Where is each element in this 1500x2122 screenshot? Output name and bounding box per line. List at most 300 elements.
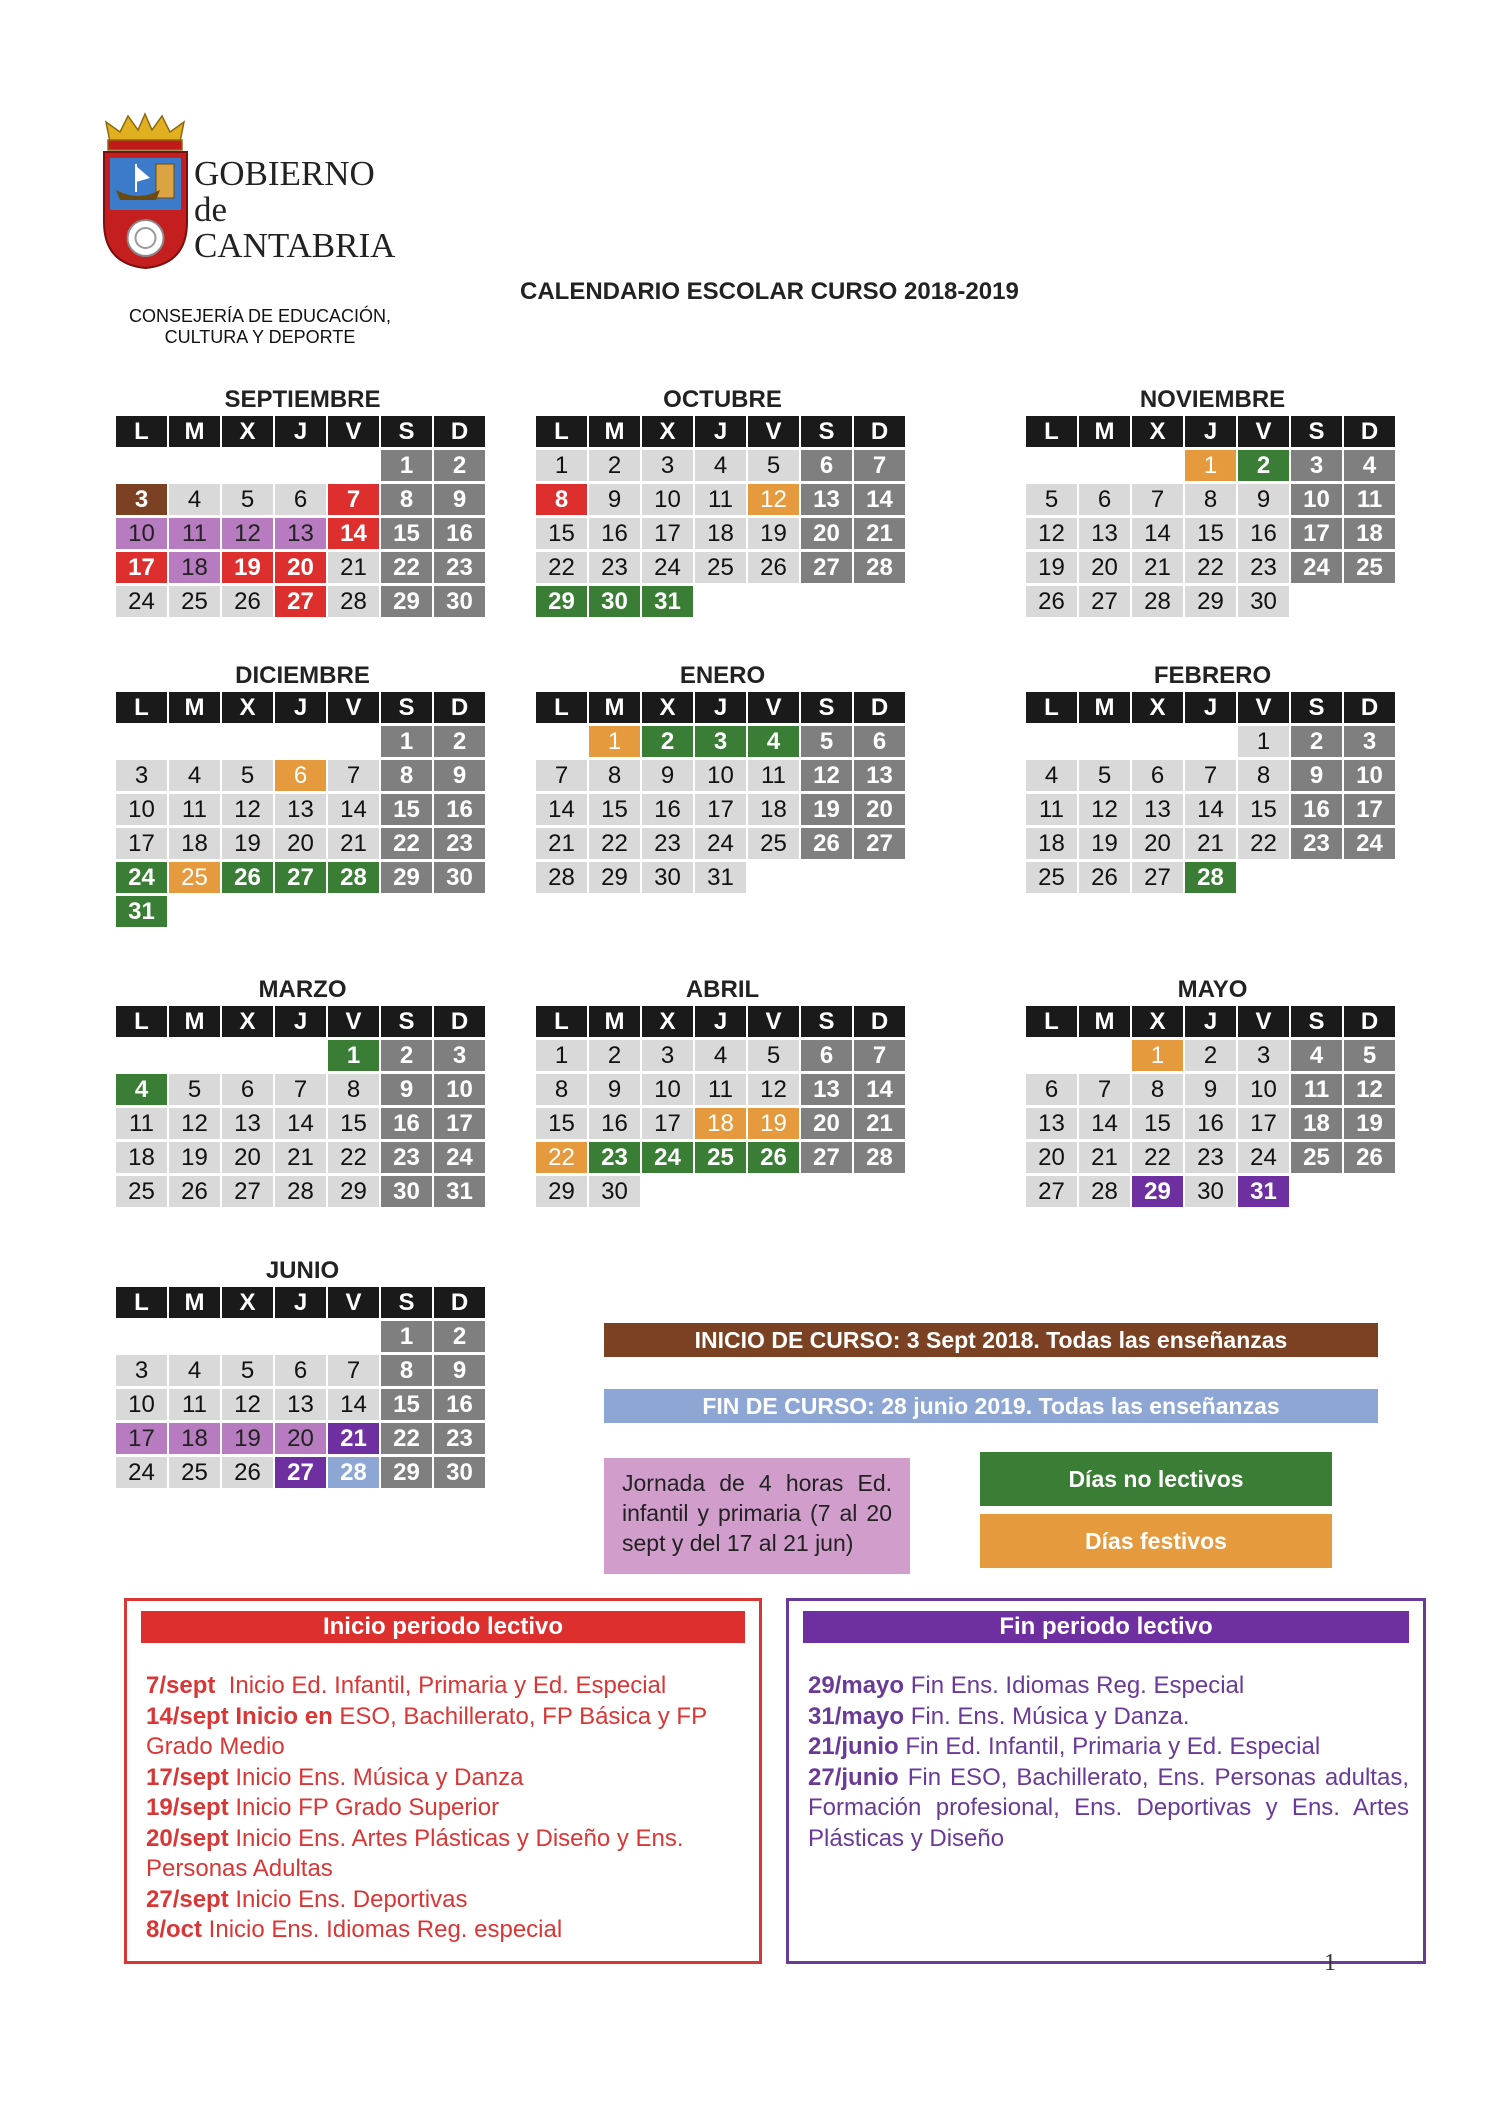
day-cell: 12: [1026, 518, 1077, 549]
day-cell: 15: [381, 518, 432, 549]
day-cell: 10: [1238, 1074, 1289, 1105]
inicio-entry-text: Inicio FP Grado Superior: [228, 1794, 500, 1821]
day-cell: 8: [381, 760, 432, 791]
weekday-header: L: [116, 1287, 167, 1318]
empty-cell: [1026, 726, 1077, 757]
day-cell: 11: [169, 1389, 220, 1420]
weekday-header: S: [381, 692, 432, 723]
day-cell: 22: [381, 828, 432, 859]
day-cell: 18: [169, 1423, 220, 1454]
day-cell: 25: [1344, 552, 1395, 583]
day-cell: 28: [1185, 862, 1236, 893]
weekday-header: V: [328, 1006, 379, 1037]
day-cell: 18: [169, 552, 220, 583]
day-cell: 4: [695, 1040, 746, 1071]
day-cell: 2: [1238, 450, 1289, 481]
day-cell: 9: [642, 760, 693, 791]
day-cell: 8: [381, 484, 432, 515]
day-cell: 30: [1238, 586, 1289, 617]
day-cell: 7: [328, 1355, 379, 1386]
month-grid: [1026, 416, 1399, 617]
day-cell: 10: [695, 760, 746, 791]
day-cell: 11: [1344, 484, 1395, 515]
day-cell: 14: [328, 518, 379, 549]
day-cell: 7: [1132, 484, 1183, 515]
month-grid: [1026, 1006, 1399, 1207]
day-cell: 6: [275, 760, 326, 791]
day-cell: 31: [116, 896, 167, 927]
weekday-header: S: [801, 416, 852, 447]
day-cell: 13: [801, 1074, 852, 1105]
weekday-header: D: [854, 692, 905, 723]
day-cell: 29: [381, 862, 432, 893]
day-cell: 27: [1079, 586, 1130, 617]
day-cell: 18: [695, 1108, 746, 1139]
day-cell: 20: [801, 1108, 852, 1139]
month-name: JUNIO: [265, 1257, 340, 1284]
day-cell: 28: [854, 552, 905, 583]
empty-cell: [275, 1040, 326, 1071]
day-cell: 14: [1185, 794, 1236, 825]
day-cell: 7: [854, 1040, 905, 1071]
month-septiembre: [116, 384, 489, 617]
day-cell: 21: [1079, 1142, 1130, 1173]
day-cell: 16: [1238, 518, 1289, 549]
month-diciembre: [116, 660, 489, 927]
day-cell: 22: [536, 552, 587, 583]
consejeria-label: [120, 306, 400, 348]
day-cell: 5: [222, 1355, 273, 1386]
day-cell: 24: [1344, 828, 1395, 859]
empty-cell: [1026, 450, 1077, 481]
day-cell: 30: [589, 586, 640, 617]
day-cell: 22: [1132, 1142, 1183, 1173]
day-cell: 22: [381, 1423, 432, 1454]
day-cell: 16: [434, 1389, 485, 1420]
day-cell: 8: [1132, 1074, 1183, 1105]
day-cell: 2: [434, 450, 485, 481]
day-cell: 13: [222, 1108, 273, 1139]
day-cell: 24: [116, 1457, 167, 1488]
day-cell: 17: [695, 794, 746, 825]
day-cell: 8: [328, 1074, 379, 1105]
day-cell: 23: [1185, 1142, 1236, 1173]
day-cell: 26: [1344, 1142, 1395, 1173]
day-cell: 23: [434, 552, 485, 583]
day-cell: 23: [589, 552, 640, 583]
gob-line-3: CANTABRIA: [194, 226, 396, 265]
day-cell: 23: [589, 1142, 640, 1173]
day-cell: 13: [1026, 1108, 1077, 1139]
empty-cell: [116, 1040, 167, 1071]
day-cell: 2: [381, 1040, 432, 1071]
day-cell: 9: [381, 1074, 432, 1105]
day-cell: 4: [169, 484, 220, 515]
weekday-header: M: [169, 1006, 220, 1037]
weekday-header: J: [275, 692, 326, 723]
weekday-header: S: [1291, 692, 1342, 723]
day-cell: 23: [1291, 828, 1342, 859]
day-cell: 10: [642, 1074, 693, 1105]
day-cell: 20: [275, 828, 326, 859]
day-cell: 26: [1079, 862, 1130, 893]
day-cell: 17: [116, 552, 167, 583]
day-cell: 25: [695, 1142, 746, 1173]
day-cell: 27: [801, 552, 852, 583]
empty-cell: [222, 450, 273, 481]
day-cell: 26: [222, 586, 273, 617]
day-cell: 14: [275, 1108, 326, 1139]
day-cell: 9: [589, 1074, 640, 1105]
month-marzo: [116, 974, 489, 1207]
day-cell: 7: [1079, 1074, 1130, 1105]
day-cell: 9: [434, 760, 485, 791]
day-cell: 7: [854, 450, 905, 481]
day-cell: 15: [536, 518, 587, 549]
day-cell: 18: [1344, 518, 1395, 549]
inicio-entry: [146, 1885, 745, 1916]
day-cell: 1: [1185, 450, 1236, 481]
weekday-header: V: [748, 416, 799, 447]
day-cell: 16: [1185, 1108, 1236, 1139]
day-cell: 9: [1238, 484, 1289, 515]
day-cell: 9: [1291, 760, 1342, 791]
day-cell: 17: [1291, 518, 1342, 549]
day-cell: 19: [1079, 828, 1130, 859]
day-cell: 16: [642, 794, 693, 825]
day-cell: 7: [536, 760, 587, 791]
day-cell: 28: [1079, 1176, 1130, 1207]
day-cell: 25: [1291, 1142, 1342, 1173]
day-cell: 2: [642, 726, 693, 757]
empty-cell: [116, 450, 167, 481]
fin-entry-date: 27/junio: [808, 1763, 899, 1791]
weekday-header: M: [589, 692, 640, 723]
day-cell: 19: [801, 794, 852, 825]
empty-cell: [169, 1040, 220, 1071]
day-cell: 23: [434, 828, 485, 859]
day-cell: 20: [1132, 828, 1183, 859]
day-cell: 24: [116, 862, 167, 893]
weekday-header: X: [222, 1287, 273, 1318]
empty-cell: [328, 1321, 379, 1352]
day-cell: 28: [328, 1457, 379, 1488]
day-cell: 6: [801, 450, 852, 481]
day-cell: 26: [222, 862, 273, 893]
day-cell: 15: [381, 794, 432, 825]
inicio-entry-date: 19/sept: [146, 1794, 229, 1821]
month-octubre: [536, 384, 909, 617]
day-cell: 4: [748, 726, 799, 757]
month-enero: [536, 660, 909, 893]
day-cell: 19: [222, 552, 273, 583]
day-cell: 4: [169, 1355, 220, 1386]
gob-line-2: de: [194, 190, 228, 229]
day-cell: 25: [748, 828, 799, 859]
weekday-header: S: [801, 1006, 852, 1037]
day-cell: 18: [1026, 828, 1077, 859]
weekday-header: X: [222, 1006, 273, 1037]
fin-entry-date: 31/mayo: [808, 1702, 905, 1730]
day-cell: 24: [1238, 1142, 1289, 1173]
day-cell: 27: [275, 1457, 326, 1488]
day-cell: 17: [434, 1108, 485, 1139]
day-cell: 1: [536, 1040, 587, 1071]
day-cell: 19: [169, 1142, 220, 1173]
day-cell: 14: [1132, 518, 1183, 549]
day-cell: 3: [116, 760, 167, 791]
day-cell: 21: [328, 552, 379, 583]
empty-cell: [1079, 1040, 1130, 1071]
weekday-header: V: [1238, 692, 1289, 723]
weekday-header: X: [642, 416, 693, 447]
day-cell: 11: [695, 1074, 746, 1105]
day-cell: 23: [434, 1423, 485, 1454]
day-cell: 15: [381, 1389, 432, 1420]
inicio-entry-text: ESO, Bachillerato, FP Básica y FP Grado Medio: [146, 1702, 714, 1760]
day-cell: 2: [434, 1321, 485, 1352]
inicio-entry: [146, 1671, 745, 1702]
weekday-header: D: [434, 1287, 485, 1318]
day-cell: 28: [1132, 586, 1183, 617]
weekday-header: L: [1026, 416, 1077, 447]
weekday-header: M: [1079, 1006, 1130, 1037]
day-cell: 26: [169, 1176, 220, 1207]
day-cell: 4: [1026, 760, 1077, 791]
day-cell: 12: [169, 1108, 220, 1139]
inicio-entry-text: Inicio Ens. Idiomas Reg. especial: [202, 1916, 563, 1943]
day-cell: 13: [275, 1389, 326, 1420]
day-cell: 20: [275, 1423, 326, 1454]
empty-cell: [328, 450, 379, 481]
page-title: CALENDARIO ESCOLAR CURSO 2018-2019: [520, 278, 1019, 305]
day-cell: 3: [1238, 1040, 1289, 1071]
day-cell: 24: [642, 552, 693, 583]
day-cell: 13: [1132, 794, 1183, 825]
day-cell: 13: [854, 760, 905, 791]
day-cell: 8: [1238, 760, 1289, 791]
day-cell: 27: [275, 586, 326, 617]
day-cell: 20: [1026, 1142, 1077, 1173]
weekday-header: V: [328, 416, 379, 447]
day-cell: 1: [1132, 1040, 1183, 1071]
inicio-entry: [146, 1824, 745, 1885]
month-abril: [536, 974, 909, 1207]
page-number: 1: [1324, 1950, 1336, 1976]
day-cell: 11: [169, 518, 220, 549]
fin-entry-date: 29/mayo: [808, 1672, 905, 1699]
day-cell: 27: [1026, 1176, 1077, 1207]
consejeria-line-2: CULTURA Y DEPORTE: [164, 327, 356, 347]
day-cell: 5: [1026, 484, 1077, 515]
day-cell: 12: [801, 760, 852, 791]
day-cell: 30: [434, 1457, 485, 1488]
month-name: ABRIL: [685, 976, 760, 1003]
day-cell: 8: [381, 1355, 432, 1386]
day-cell: 23: [1238, 552, 1289, 583]
weekday-header: D: [854, 1006, 905, 1037]
legend-fin-curso: FIN DE CURSO: 28 junio 2019. Todas las enseñanzas: [604, 1389, 1378, 1423]
day-cell: 24: [1291, 552, 1342, 583]
day-cell: 13: [1079, 518, 1130, 549]
day-cell: 28: [854, 1142, 905, 1173]
weekday-header: D: [434, 692, 485, 723]
day-cell: 10: [1291, 484, 1342, 515]
day-cell: 29: [328, 1176, 379, 1207]
day-cell: 25: [169, 862, 220, 893]
inicio-entry-text: Inicio Ens. Música y Danza: [228, 1763, 524, 1791]
day-cell: 28: [328, 586, 379, 617]
day-cell: 2: [1291, 726, 1342, 757]
day-cell: 18: [116, 1142, 167, 1173]
day-cell: 31: [434, 1176, 485, 1207]
coat-of-arms-icon: [98, 112, 193, 270]
weekday-header: M: [169, 416, 220, 447]
day-cell: 1: [328, 1040, 379, 1071]
empty-cell: [222, 726, 273, 757]
inicio-entry-text: Inicio Ens. Deportivas: [228, 1885, 468, 1913]
day-cell: 25: [169, 586, 220, 617]
day-cell: 4: [1291, 1040, 1342, 1071]
weekday-header: X: [1132, 1006, 1183, 1037]
day-cell: 3: [1291, 450, 1342, 481]
inicio-entry-date: 17/sept: [146, 1763, 229, 1791]
day-cell: 11: [748, 760, 799, 791]
day-cell: 13: [801, 484, 852, 515]
day-cell: 18: [1291, 1108, 1342, 1139]
weekday-header: V: [1238, 1006, 1289, 1037]
month-grid: [1026, 692, 1399, 893]
weekday-header: S: [801, 692, 852, 723]
month-grid: [116, 416, 489, 617]
month-grid: [116, 1287, 489, 1488]
fin-periodo-list: [808, 1671, 1416, 1854]
day-cell: 7: [328, 484, 379, 515]
day-cell: 6: [1079, 484, 1130, 515]
day-cell: 23: [642, 828, 693, 859]
day-cell: 19: [222, 1423, 273, 1454]
weekday-header: M: [1079, 692, 1130, 723]
legend-jornada: Jornada de 4 horas Ed. infantil y primaria (7 al 20 sept y del 17 al 21 jun): [604, 1458, 910, 1574]
day-cell: 30: [381, 1176, 432, 1207]
day-cell: 8: [536, 484, 587, 515]
weekday-header: J: [1185, 1006, 1236, 1037]
day-cell: 22: [1238, 828, 1289, 859]
day-cell: 22: [1185, 552, 1236, 583]
day-cell: 25: [169, 1457, 220, 1488]
day-cell: 26: [801, 828, 852, 859]
day-cell: 5: [801, 726, 852, 757]
inicio-entry-date: 7/sept: [146, 1672, 216, 1699]
day-cell: 4: [695, 450, 746, 481]
day-cell: 9: [589, 484, 640, 515]
weekday-header: D: [1344, 692, 1395, 723]
weekday-header: M: [589, 416, 640, 447]
day-cell: 21: [275, 1142, 326, 1173]
weekday-header: L: [116, 416, 167, 447]
weekday-header: L: [1026, 692, 1077, 723]
day-cell: 6: [275, 1355, 326, 1386]
day-cell: 14: [854, 484, 905, 515]
inicio-periodo-box: [124, 1598, 762, 1964]
fin-entry-date: 21/junio: [808, 1733, 899, 1760]
day-cell: 14: [536, 794, 587, 825]
weekday-header: L: [536, 416, 587, 447]
day-cell: 27: [275, 862, 326, 893]
day-cell: 13: [275, 518, 326, 549]
consejeria-line-1: CONSEJERÍA DE EDUCACIÓN,: [128, 306, 392, 326]
legend-festivos: Días festivos: [980, 1514, 1332, 1568]
day-cell: 28: [536, 862, 587, 893]
empty-cell: [328, 726, 379, 757]
day-cell: 19: [222, 828, 273, 859]
day-cell: 12: [222, 794, 273, 825]
weekday-header: J: [695, 692, 746, 723]
day-cell: 27: [854, 828, 905, 859]
day-cell: 20: [1079, 552, 1130, 583]
day-cell: 25: [695, 552, 746, 583]
day-cell: 3: [116, 1355, 167, 1386]
month-febrero: [1026, 660, 1399, 893]
day-cell: 21: [854, 518, 905, 549]
day-cell: 26: [748, 552, 799, 583]
day-cell: 3: [642, 1040, 693, 1071]
inicio-entry: [146, 1763, 745, 1794]
weekday-header: X: [222, 692, 273, 723]
weekday-header: V: [1238, 416, 1289, 447]
weekday-header: L: [116, 692, 167, 723]
day-cell: 6: [275, 484, 326, 515]
weekday-header: X: [222, 416, 273, 447]
day-cell: 2: [589, 1040, 640, 1071]
weekday-header: S: [1291, 416, 1342, 447]
fin-entry-text: Fin ESO, Bachillerato, Ens. Personas adultas, Formación profesional, Ens. Deportivas y Ens. Artes Plásticas y Diseño: [808, 1763, 1416, 1852]
weekday-header: S: [381, 416, 432, 447]
day-cell: 4: [1344, 450, 1395, 481]
day-cell: 15: [1132, 1108, 1183, 1139]
day-cell: 13: [275, 794, 326, 825]
day-cell: 12: [222, 1389, 273, 1420]
month-name: SEPTIEMBRE: [224, 386, 381, 413]
day-cell: 26: [748, 1142, 799, 1173]
day-cell: 9: [1185, 1074, 1236, 1105]
month-grid: [536, 692, 909, 893]
fin-entry: [808, 1702, 1409, 1733]
weekday-header: S: [381, 1287, 432, 1318]
inicio-entry-date: 20/sept: [146, 1824, 229, 1852]
day-cell: 5: [748, 1040, 799, 1071]
day-cell: 1: [381, 1321, 432, 1352]
fin-periodo-title: Fin periodo lectivo: [803, 1611, 1409, 1643]
day-cell: 6: [801, 1040, 852, 1071]
day-cell: 7: [1185, 760, 1236, 791]
month-junio: [116, 1255, 489, 1488]
day-cell: 18: [748, 794, 799, 825]
day-cell: 22: [589, 828, 640, 859]
day-cell: 20: [222, 1142, 273, 1173]
weekday-header: V: [328, 692, 379, 723]
day-cell: 11: [169, 794, 220, 825]
day-cell: 1: [589, 726, 640, 757]
weekday-header: V: [748, 1006, 799, 1037]
day-cell: 14: [1079, 1108, 1130, 1139]
day-cell: 19: [748, 518, 799, 549]
inicio-entry-date: 27/sept: [146, 1885, 229, 1913]
empty-cell: [169, 726, 220, 757]
weekday-header: J: [275, 1287, 326, 1318]
day-cell: 19: [1026, 552, 1077, 583]
weekday-header: D: [854, 416, 905, 447]
